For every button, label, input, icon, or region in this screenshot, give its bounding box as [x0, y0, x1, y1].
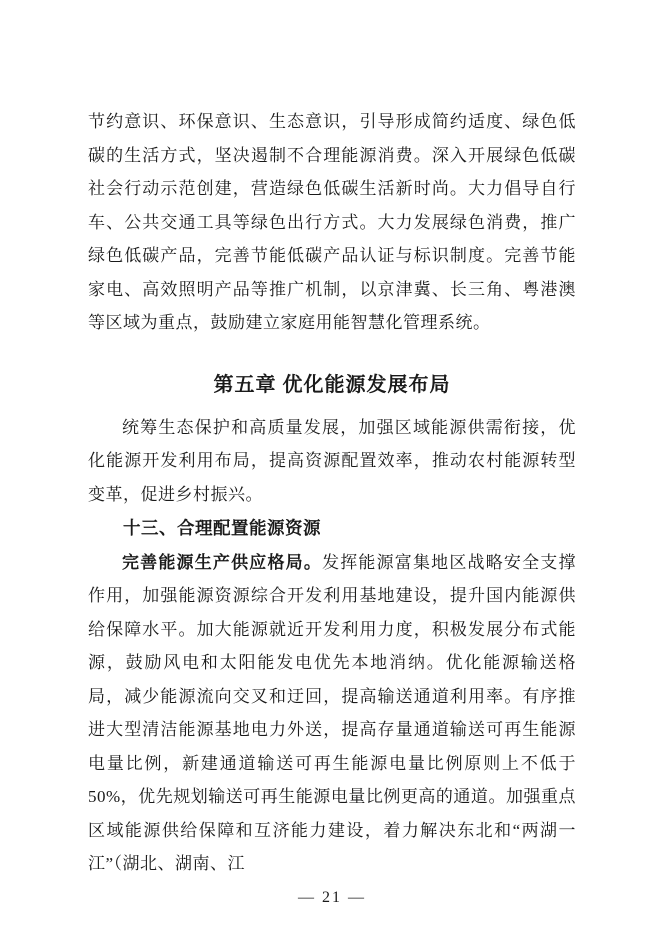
- section-paragraph-lead: 完善能源生产供应格局。: [122, 552, 323, 572]
- page-number: — 21 —: [298, 888, 366, 906]
- section-paragraph: [88, 546, 576, 881]
- section-paragraph-body: 发挥能源富集地区战略安全支撑作用，加强能源资源综合开发利用基地建设，提升国内能源供给保障水平。加大能源就近开发利用力度，积极发展分布式能源，鼓励风电和太阳能发电优先本地消纳。优化能源输送格局，减少能源流向交叉和迂回，提高输送通道利用率。有序推进大型清洁能源基地电力外送，提高存量通道输送可再生能源电量比例，新建通道输送可再生能源电量比例原则上不低于 50%，优先规划输送可再生能源电量比例更高的通道。加强重点区域能源供给保障和互济能力建设，着力解决东北和“两湖一江”（湖北、湖南、江: [88, 552, 576, 873]
- chapter-heading: 第五章 优化能源发展布局: [213, 373, 451, 396]
- section-heading: 十三、合理配置能源资源: [123, 518, 321, 538]
- paragraph-continuation: 节约意识、环保意识、生态意识，引导形成简约适度、绿色低碳的生活方式，坚决遏制不合理能源消费。深入开展绿色低碳社会行动示范创建，营造绿色低碳生活新时尚。大力倡导自行车、公共交通工具等绿色出行方式。大力发展绿色消费，推广绿色低碳产品，完善节能低碳产品认证与标识制度。完善节能家电、高效照明产品等推广机制，以京津冀、长三角、粤港澳等区域为重点，鼓励建立家庭用能智慧化管理系统。: [88, 112, 576, 332]
- chapter-intro-paragraph: 统筹生态保护和高质量发展，加强区域能源供需衔接，优化能源开发利用布局，提高资源配置效率，推动农村能源转型变革，促进乡村振兴。: [88, 417, 576, 504]
